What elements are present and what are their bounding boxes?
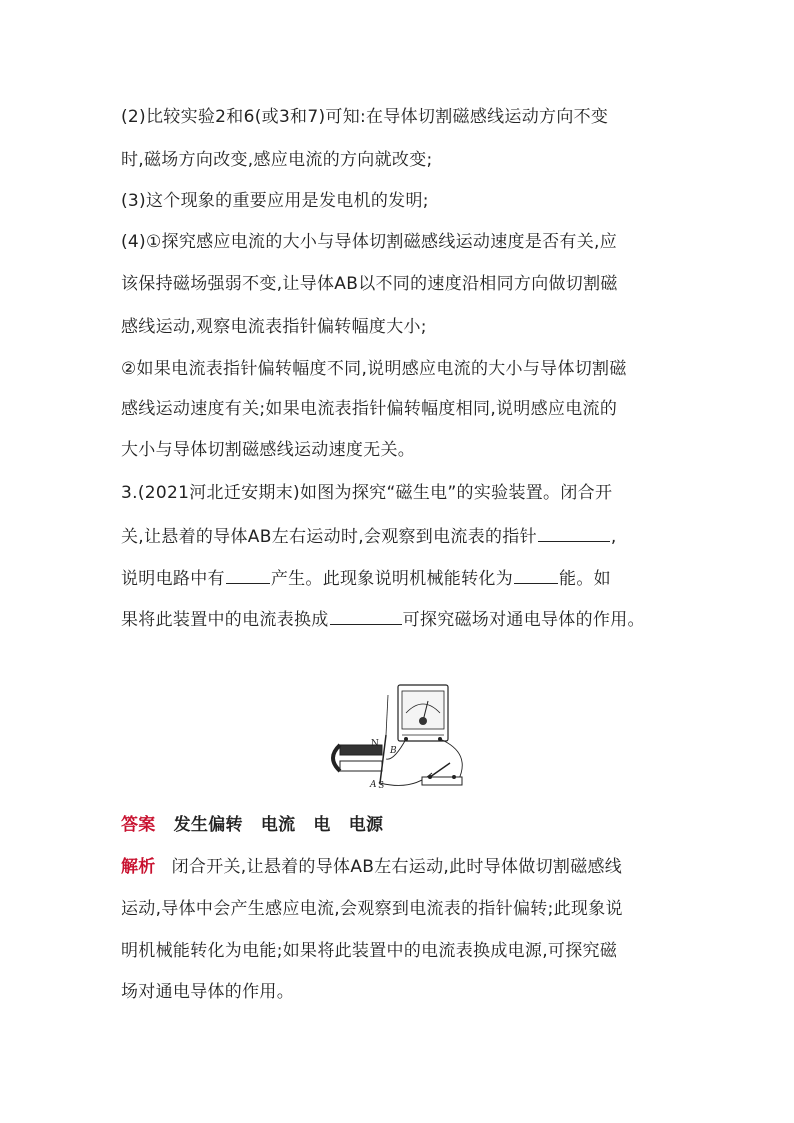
answer-item: 电 — [313, 815, 331, 835]
analysis-line-4: 场对通电导体的作用。 — [121, 982, 294, 1002]
text-line: 该保持磁场强弱不变,让导体AB以不同的速度沿相同方向做切割磁 — [121, 274, 618, 294]
answer-item: 电源 — [348, 815, 384, 835]
answer-item: 电流 — [260, 815, 296, 835]
answer-label: 答案 — [121, 815, 156, 835]
text-line: 感线运动,观察电流表指针偏转幅度大小; — [121, 317, 427, 337]
question-line-1: 3.(2021河北迁安期末)如图为探究“磁生电”的实验装置。闭合开 — [121, 483, 613, 503]
text-line: ②如果电流表指针偏转幅度不同,说明感应电流的大小与导体切割磁 — [121, 359, 627, 379]
answer-item: 发生偏转 — [173, 815, 243, 835]
text-line: (4)①探究感应电流的大小与导体切割磁感线运动速度是否有关,应 — [121, 232, 618, 252]
analysis-line-1 — [121, 855, 622, 879]
magnet-pole-n-label: N — [371, 739, 379, 749]
answer-blank-2 — [226, 565, 270, 584]
question-line-3 — [121, 565, 611, 591]
answer-line — [121, 813, 383, 837]
answer-blank-1 — [538, 523, 610, 542]
switch-icon — [422, 777, 462, 785]
question-text: 能。如 — [559, 569, 611, 589]
question-text: 果将此装置中的电流表换成 — [121, 610, 329, 630]
question-text: 可探究磁场对通电导体的作用。 — [402, 610, 645, 630]
analysis-line-3: 明机械能转化为电能;如果将此装置中的电流表换成电源,可探究磁 — [121, 941, 618, 961]
text-line: (3)这个现象的重要应用是发电机的发明; — [121, 191, 429, 211]
text-line: 感线运动速度有关;如果电流表指针偏转幅度相同,说明感应电流的 — [121, 399, 618, 419]
conductor-end-b-label: B — [390, 746, 397, 756]
question-text: 产生。此现象说明机械能转化为 — [270, 569, 514, 589]
answer-blank-4 — [330, 606, 402, 625]
answer-blank-3 — [514, 565, 558, 584]
magnet-pole-s-label: S — [378, 781, 385, 791]
conductor-end-a-label: A — [370, 780, 377, 790]
text-line: 大小与导体切割磁感线运动速度无关。 — [121, 440, 416, 460]
text-line: (2)比较实验2和6(或3和7)可知:在导体切割磁感线运动方向不变 — [121, 107, 609, 127]
question-text: 说明电路中有 — [121, 569, 225, 589]
question-line-2 — [121, 523, 617, 549]
analysis-line-2: 运动,导体中会产生感应电流,会观察到电流表的指针偏转;此现象说 — [121, 899, 623, 919]
question-text: 关,让悬着的导体AB左右运动时,会观察到电流表的指针 — [121, 527, 537, 547]
question-text: , — [610, 527, 617, 547]
experiment-figure — [322, 683, 472, 795]
analysis-text: 闭合开关,让悬着的导体AB左右运动,此时导体做切割磁感线 — [171, 857, 623, 877]
analysis-label: 解析 — [121, 857, 156, 877]
question-line-4 — [121, 606, 645, 632]
induction-apparatus-figure — [322, 683, 472, 795]
text-line: 时,磁场方向改变,感应电流的方向就改变; — [121, 150, 433, 170]
